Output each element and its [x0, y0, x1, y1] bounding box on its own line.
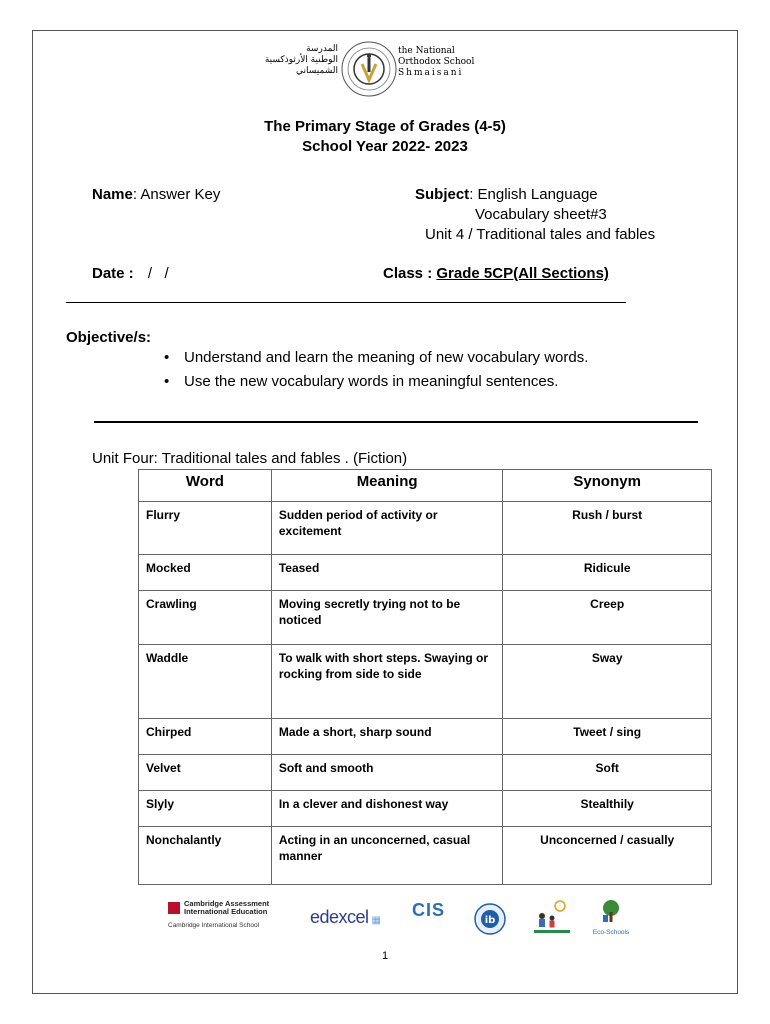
word-cell: Velvet [139, 755, 272, 791]
school-year: School Year 2022- 2023 [302, 138, 468, 155]
school-name-ar-line1: المدرسة [306, 44, 338, 54]
separator-line [66, 302, 626, 303]
synonym-cell: Soft [503, 755, 712, 791]
unit-heading: Unit Four: Traditional tales and fables . (Fiction) [92, 450, 408, 467]
school-name-en-line2: Orthodox School [398, 57, 475, 67]
table-row [139, 591, 712, 645]
synonym-cell: Sway [503, 645, 712, 719]
word-cell: Chirped [139, 719, 272, 755]
school-seal-icon [340, 40, 398, 98]
cambridge-line2: International Education [184, 907, 268, 916]
svg-text:ib: ib [484, 915, 496, 926]
date-field [92, 265, 169, 282]
date-label: Date : [92, 265, 134, 282]
school-community-logo-icon [530, 898, 574, 938]
vocabulary-table [138, 469, 712, 885]
eco-schools-text: Eco-Schools [592, 929, 630, 936]
school-name-ar-line3: الشميساني [296, 66, 338, 76]
table-row [139, 645, 712, 719]
name-label: Name [92, 186, 133, 203]
meaning-cell: In a clever and dishonest way [271, 791, 503, 827]
header-synonym: Synonym [503, 470, 712, 502]
word-cell: Mocked [139, 555, 272, 591]
header-meaning: Meaning [271, 470, 503, 502]
word-cell: Waddle [139, 645, 272, 719]
subject-field [415, 186, 598, 203]
cis-logo: CIS [412, 900, 446, 920]
name-field [92, 186, 220, 203]
eco-schools-logo [588, 898, 634, 936]
class-field [383, 265, 609, 282]
class-value: Grade 5CP(All Sections) [436, 265, 609, 282]
meaning-cell: Moving secretly trying not to be noticed [271, 591, 503, 645]
school-name-en-line1: the National [398, 46, 455, 56]
date-value: / / [147, 265, 169, 282]
cambridge-line3: Cambridge International School [168, 922, 260, 929]
objectives-list [160, 346, 588, 394]
vocabulary-sheet: Vocabulary sheet#3 [475, 206, 607, 223]
table-row [139, 719, 712, 755]
table-header-row [139, 470, 712, 502]
class-label: Class : [383, 265, 433, 282]
objective-item: • Use the new vocabulary words in meaningful sentences. [160, 370, 588, 394]
unit-title: Unit 4 / Traditional tales and fables [425, 226, 656, 243]
word-cell: Flurry [139, 502, 272, 555]
objectives-heading: Objective/s: [66, 329, 152, 346]
meaning-cell: Sudden period of activity or excitement [271, 502, 503, 555]
school-name-ar-line2: الوطنية الأرثوذكسية [264, 55, 338, 65]
edexcel-dots-icon: ▦ [371, 915, 381, 926]
subject-label: Subject [415, 186, 470, 203]
synonym-cell: Rush / burst [503, 502, 712, 555]
meaning-cell: Soft and smooth [271, 755, 503, 791]
word-cell: Slyly [139, 791, 272, 827]
synonym-cell: Stealthily [503, 791, 712, 827]
edexcel-text: edexcel [310, 907, 369, 927]
table-row [139, 791, 712, 827]
meaning-cell: To walk with short steps. Swaying or rocking from side to side [271, 645, 503, 719]
word-cell: Crawling [139, 591, 272, 645]
school-name-en-line3: Shmaisani [398, 68, 464, 78]
document-title: The Primary Stage of Grades (4-5) [264, 118, 506, 135]
synonym-cell: Unconcerned / casually [503, 827, 712, 885]
objective-item: • Understand and learn the meaning of new vocabulary words. [160, 346, 588, 370]
table-row [139, 755, 712, 791]
table-row [139, 827, 712, 885]
school-name-english [398, 46, 474, 79]
eco-tree-icon [598, 898, 624, 924]
separator-line-thick [94, 421, 698, 423]
table-row [139, 502, 712, 555]
meaning-cell: Made a short, sharp sound [271, 719, 503, 755]
name-value: : Answer Key [132, 186, 221, 203]
edexcel-logo [310, 907, 381, 928]
synonym-cell: Ridicule [503, 555, 712, 591]
ib-logo-icon [473, 902, 507, 936]
cambridge-line1: Cambridge Assessment [184, 899, 270, 908]
synonym-cell: Creep [503, 591, 712, 645]
synonym-cell: Tweet / sing [503, 719, 712, 755]
school-name-arabic [248, 44, 338, 77]
meaning-cell: Acting in an unconcerned, casual manner [271, 827, 503, 885]
header-word: Word [139, 470, 272, 502]
subject-value: : English Language [469, 186, 598, 203]
page-number: 1 [381, 950, 389, 962]
cambridge-shield-icon [168, 902, 180, 914]
word-cell: Nonchalantly [139, 827, 272, 885]
table-row [139, 555, 712, 591]
meaning-cell: Teased [271, 555, 503, 591]
